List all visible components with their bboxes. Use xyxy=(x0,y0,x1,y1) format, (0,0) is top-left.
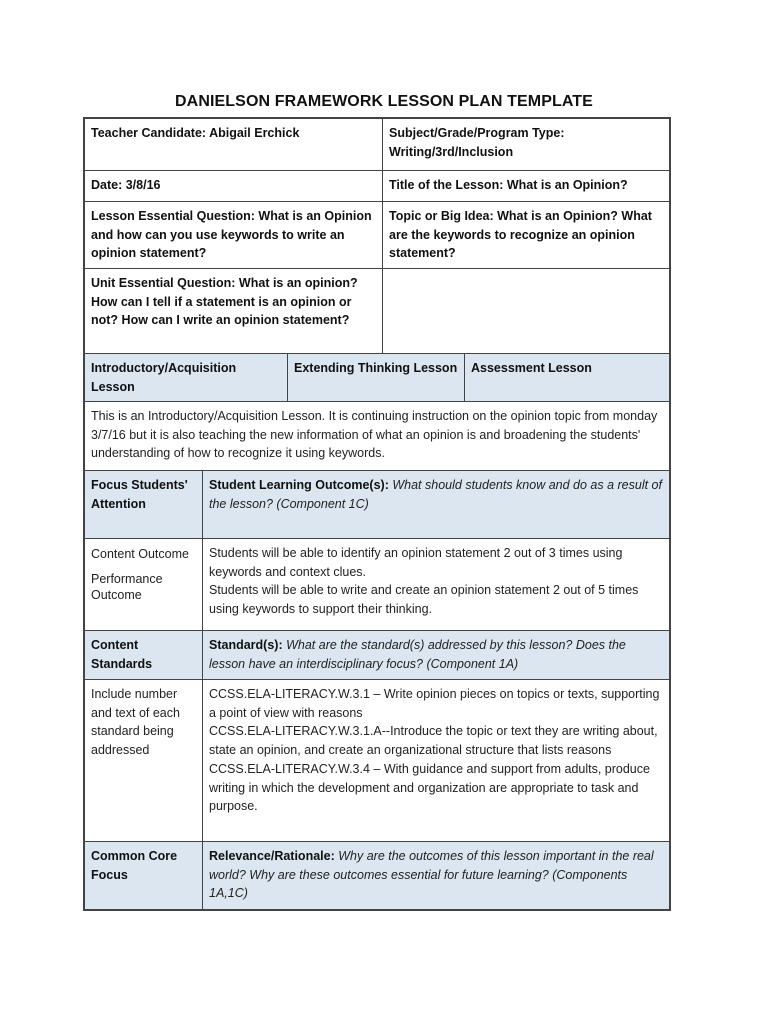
lesson-description-row xyxy=(85,401,669,470)
performance-outcome-text: Students will be able to write and create an opinion statement 2 out of 5 times using keywords to support their thinking. xyxy=(209,583,639,617)
standard-item: CCSS.ELA-LITERACY.W.3.4 – With guidance and support from adults, produce writing in which the development and organization are appropriate to task and purpose. xyxy=(209,761,650,814)
focus-prompt: What should students know and do as a result of the lesson? (Component 1C) xyxy=(209,478,662,511)
content-outcome-label: Content Outcome xyxy=(91,547,189,561)
focus-cell xyxy=(202,471,669,538)
lesson-title: Title of the Lesson: What is an Opinion? xyxy=(382,171,669,201)
teacher-candidate: Teacher Candidate: Abigail Erchick xyxy=(91,126,300,140)
standard-item: CCSS.ELA-LITERACY.W.3.1.A--Introduce the topic or text they are writing about, state an opinion, and create an organizational structure that lists reasons xyxy=(209,724,658,758)
content-outcome-text: Students will be able to identify an opinion statement 2 out of 3 times using keywords and context clues. xyxy=(209,546,623,579)
lesson-type-assessment: Assessment Lesson xyxy=(464,354,669,401)
common-core-cell xyxy=(202,842,669,909)
lesson-type-description: This is an Introductory/Acquisition Lesson. It is continuing instruction on the opinion topic from monday 3/7/16 but it is also teaching the new information of what an opinion is and broadening the students' understanding of how to recognize it using keywords. xyxy=(91,409,658,461)
unit-essential-question: Unit Essential Question: What is an opinion? How can I tell if a statement is an opinion or not? How can I write an opinion statement? xyxy=(91,276,358,328)
subject-cell xyxy=(382,119,669,170)
unit-question-row xyxy=(85,268,669,353)
lesson-type-row xyxy=(85,353,669,401)
date-row xyxy=(85,170,669,201)
standards-list xyxy=(202,680,669,841)
performance-outcome-label: Performance Outcome xyxy=(91,572,163,602)
question-row xyxy=(85,201,669,268)
standards-header-row xyxy=(85,630,669,679)
unit-blank-cell xyxy=(382,269,669,353)
relevance-prompt: Why are the outcomes of this lesson important in the real world? Why are these outcomes essential for future learning? (Components 1A,1C) xyxy=(209,849,654,901)
standards-label: Content Standards xyxy=(91,638,153,671)
standards-prompt: What are the standard(s) addressed by this lesson? Does the lesson have an interdisciplinary focus? (Component 1A) xyxy=(209,638,626,671)
common-core-label: Common Core Focus xyxy=(91,849,178,882)
standards-row xyxy=(85,679,669,841)
standards-instruction: Include number and text of each standard being addressed xyxy=(91,687,180,758)
lesson-essential-question: Lesson Essential Question: What is an Opinion and how can you use keywords to write an opinion statement? xyxy=(91,209,372,261)
subject-value: Writing/3rd/Inclusion xyxy=(389,144,514,159)
page-title: DANIELSON FRAMEWORK LESSON PLAN TEMPLATE xyxy=(175,93,593,110)
topic-big-idea: Topic or Big Idea: What is an Opinion? What are the keywords to recognize an opinion statement? xyxy=(382,202,669,268)
lesson-plan-table xyxy=(83,117,671,911)
outcomes-row xyxy=(85,538,669,630)
outcomes-cell xyxy=(202,539,669,630)
standards-header-cell xyxy=(202,631,669,679)
subject-label: Subject/Grade/Program Type: xyxy=(389,126,565,140)
focus-heading: Student Learning Outcome(s): xyxy=(209,478,389,492)
relevance-heading: Relevance/Rationale: xyxy=(209,849,335,863)
focus-row xyxy=(85,470,669,538)
lesson-type-extending: Extending Thinking Lesson xyxy=(287,354,464,401)
standard-item: CCSS.ELA-LITERACY.W.3.1 – Write opinion pieces on topics or texts, supporting a point of view with reasons xyxy=(209,687,660,720)
focus-label: Focus Students' Attention xyxy=(91,478,188,511)
common-core-row xyxy=(85,841,669,909)
teacher-row xyxy=(85,119,669,170)
lesson-type-introductory: Introductory/Acquisition Lesson xyxy=(91,361,237,394)
outcome-labels xyxy=(85,539,202,630)
date: Date: 3/8/16 xyxy=(91,178,161,192)
standards-heading: Standard(s): xyxy=(209,638,283,652)
